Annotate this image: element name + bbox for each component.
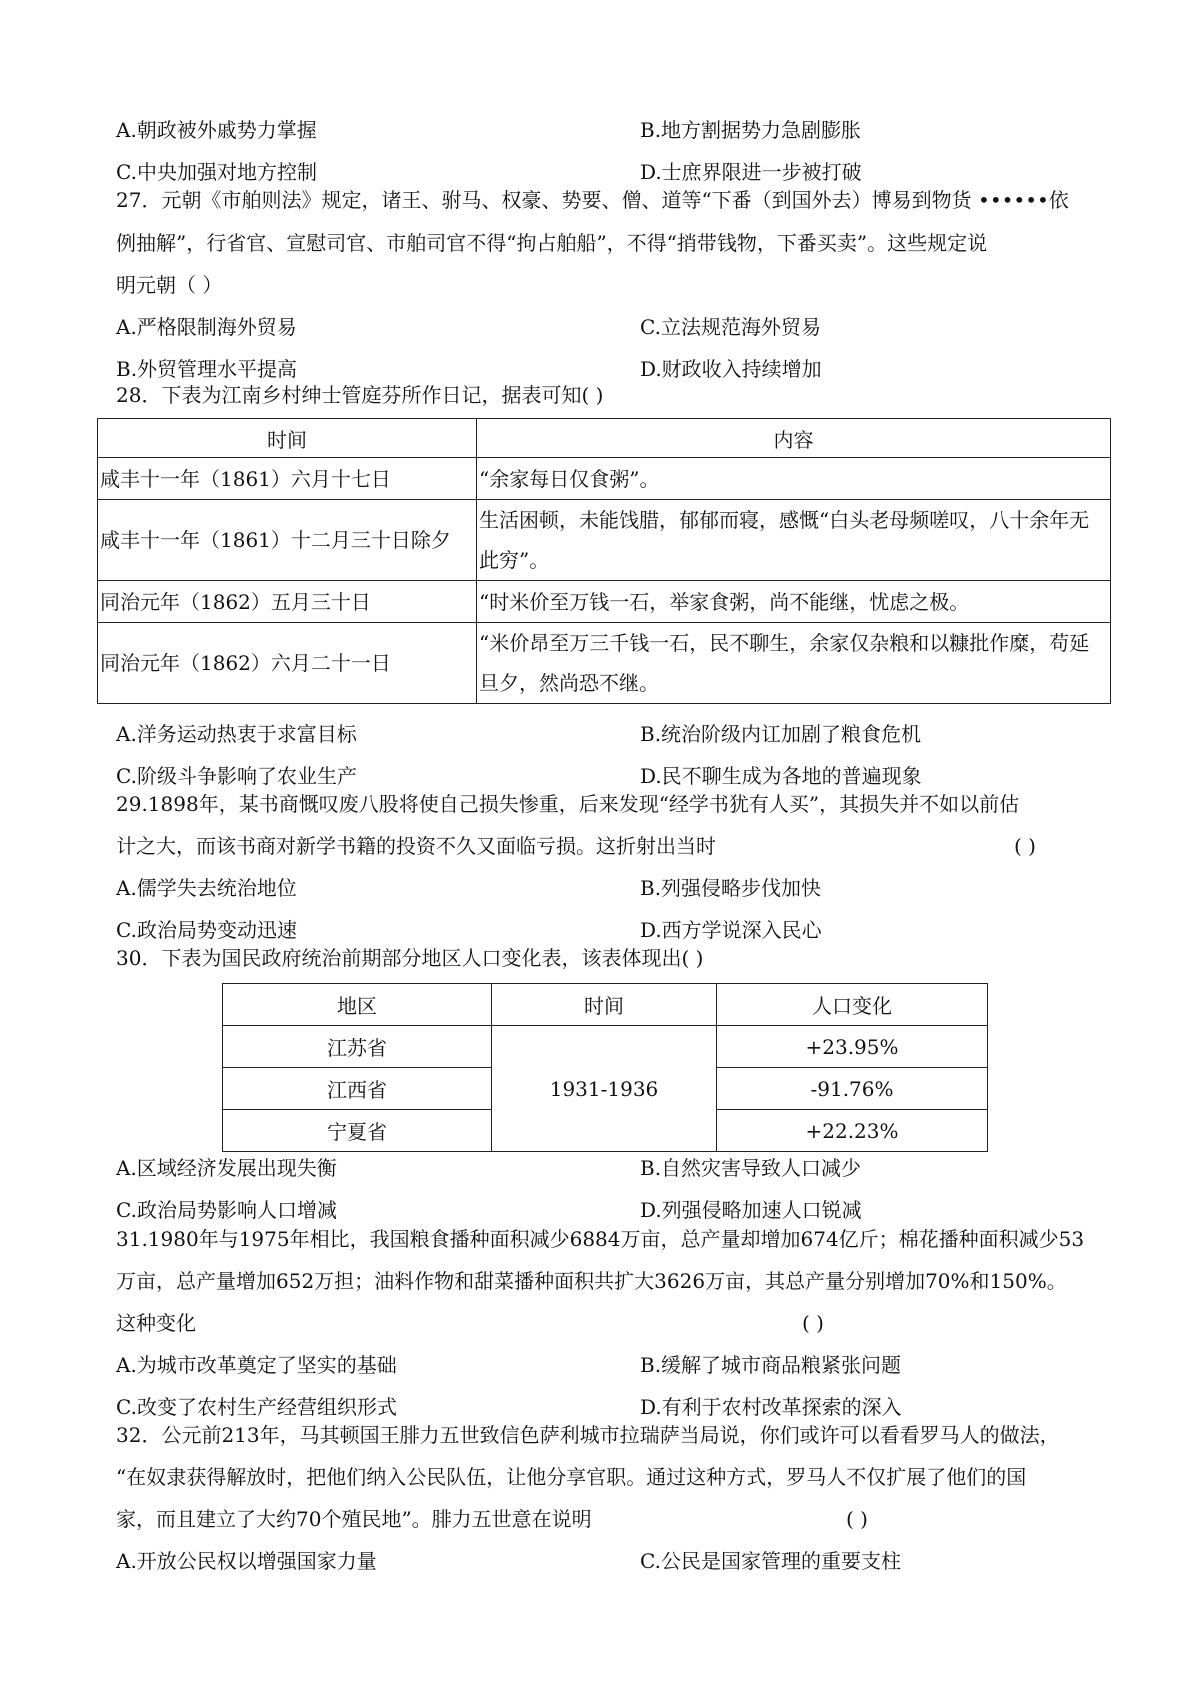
population-table bbox=[222, 983, 988, 1152]
table-header-population-change: 人口变化 bbox=[717, 984, 988, 1026]
table-cell-change: -91.76% bbox=[717, 1068, 988, 1110]
q29-option-b: B.列强侵略步伐加快 bbox=[640, 876, 822, 900]
q30-stem: 30．下表为国民政府统治前期部分地区人口变化表，该表体现出( ) bbox=[116, 946, 704, 970]
q28-option-b: B.统治阶级内讧加剧了粮食危机 bbox=[640, 722, 922, 746]
q31-option-a: A.为城市改革奠定了坚实的基础 bbox=[116, 1353, 397, 1377]
q29-answer-paren: ( ) bbox=[1014, 834, 1036, 858]
table-header-row bbox=[98, 419, 1111, 458]
q30-option-d: D.列强侵略加速人口锐减 bbox=[640, 1198, 862, 1222]
q29-option-c: C.政治局势变动迅速 bbox=[116, 918, 297, 942]
q29-stem-line-1: 29.1898年，某书商慨叹废八股将使自己损失惨重，后来发现“经学书犹有人买”，其损失并不如以前估 bbox=[116, 792, 1020, 816]
q31-option-d: D.有利于农村改革探索的深入 bbox=[640, 1395, 902, 1419]
table-row bbox=[98, 500, 1111, 581]
q26-option-a: A.朝政被外戚势力掌握 bbox=[116, 118, 317, 142]
q31-answer-paren: ( ) bbox=[802, 1311, 824, 1335]
table-header-time: 时间 bbox=[98, 419, 477, 458]
table-cell-region: 江西省 bbox=[223, 1068, 492, 1110]
q27-stem-line-1: 27．元朝《市舶则法》规定，诸王、驸马、权豪、势要、僧、道等“下番（到国外去）博易到物货 ••••••依 bbox=[116, 188, 1069, 212]
q28-stem: 28．下表为江南乡村绅士管庭芬所作日记，据表可知( ) bbox=[116, 383, 604, 407]
table-cell-date: 咸丰十一年（1861）十二月三十日除夕 bbox=[98, 500, 477, 581]
q29-option-a: A.儒学失去统治地位 bbox=[116, 876, 297, 900]
q31-option-b: B.缓解了城市商品粮紧张问题 bbox=[640, 1353, 902, 1377]
table-cell-content: “余家每日仅食粥”。 bbox=[477, 458, 1111, 500]
table-header-time: 时间 bbox=[492, 984, 717, 1026]
q29-option-d: D.西方学说深入民心 bbox=[640, 918, 822, 942]
table-cell-date: 同治元年（1862）六月二十一日 bbox=[98, 623, 477, 704]
q27-option-a: A.严格限制海外贸易 bbox=[116, 315, 297, 339]
q27-option-c: C.立法规范海外贸易 bbox=[640, 315, 821, 339]
q32-option-a: A.开放公民权以增强国家力量 bbox=[116, 1549, 377, 1573]
table-cell-content: “时米价至万钱一石，举家食粥，尚不能继，忧虑之极。 bbox=[477, 581, 1111, 623]
q32-option-c: C.公民是国家管理的重要支柱 bbox=[640, 1549, 901, 1573]
q28-option-a: A.洋务运动热衷于求富目标 bbox=[116, 722, 357, 746]
table-cell-region: 宁夏省 bbox=[223, 1110, 492, 1152]
table-cell-content: 生活困顿，未能饯腊，郁郁而寝，感慨“白头老母频嗟叹，八十余年无此穷”。 bbox=[477, 500, 1111, 581]
q26-option-d: D.士庶界限进一步被打破 bbox=[640, 160, 862, 184]
q27-option-b: B.外贸管理水平提高 bbox=[116, 357, 298, 381]
q26-option-b: B.地方割据势力急剧膨胀 bbox=[640, 118, 862, 142]
table-cell-region: 江苏省 bbox=[223, 1026, 492, 1068]
q26-option-c: C.中央加强对地方控制 bbox=[116, 160, 317, 184]
q28-option-c: C.阶级斗争影响了农业生产 bbox=[116, 764, 357, 788]
table-cell-change: +23.95% bbox=[717, 1026, 988, 1068]
table-row bbox=[98, 581, 1111, 623]
table-cell-change: +22.23% bbox=[717, 1110, 988, 1152]
q30-option-b: B.自然灾害导致人口减少 bbox=[640, 1156, 862, 1180]
table-header-region: 地区 bbox=[223, 984, 492, 1026]
q32-stem-line-3: 家，而且建立了大约70个殖民地”。腓力五世意在说明 bbox=[116, 1507, 592, 1531]
table-cell-time: 1931-1936 bbox=[492, 1026, 717, 1152]
q27-stem-line-2: 例抽解”，行省官、宣慰司官、市舶司官不得“拘占舶船”，不得“捎带钱物，下番买卖”。这些规定说 bbox=[116, 231, 988, 255]
q30-option-c: C.政治局势影响人口增减 bbox=[116, 1198, 337, 1222]
q32-stem-line-1: 32．公元前213年，马其顿国王腓力五世致信色萨利城市拉瑞萨当局说，你们或许可以看看罗马人的做法， bbox=[116, 1423, 1060, 1447]
q29-stem-line-2: 计之大，而该书商对新学书籍的投资不久又面临亏损。这折射出当时 bbox=[116, 834, 716, 858]
q28-option-d: D.民不聊生成为各地的普遍现象 bbox=[640, 764, 922, 788]
table-row bbox=[98, 623, 1111, 704]
q27-stem-line-3: 明元朝（ ） bbox=[116, 273, 223, 297]
q31-option-c: C.改变了农村生产经营组织形式 bbox=[116, 1395, 397, 1419]
q32-answer-paren: ( ) bbox=[846, 1507, 868, 1531]
q27-option-d: D.财政收入持续增加 bbox=[640, 357, 822, 381]
q31-stem-line-1: 31.1980年与1975年相比，我国粮食播种面积减少6884万亩，总产量却增加674亿斤；棉花播种面积减少53 bbox=[116, 1227, 1085, 1251]
table-header-row bbox=[223, 984, 988, 1026]
table-cell-date: 咸丰十一年（1861）六月十七日 bbox=[98, 458, 477, 500]
table-cell-date: 同治元年（1862）五月三十日 bbox=[98, 581, 477, 623]
q32-stem-line-2: “在奴隶获得解放时，把他们纳入公民队伍，让他分享官职。通过这种方式，罗马人不仅扩展了他们的国 bbox=[116, 1465, 1027, 1489]
table-cell-content: “米价昂至万三千钱一石，民不聊生，余家仅杂粮和以糠批作糜，苟延旦夕，然尚恐不继。 bbox=[477, 623, 1111, 704]
q31-stem-line-3: 这种变化 bbox=[116, 1311, 196, 1335]
q31-stem-line-2: 万亩，总产量增加652万担；油料作物和甜菜播种面积共扩大3626万亩，其总产量分别增加70%和150%。 bbox=[116, 1269, 1067, 1293]
table-header-content: 内容 bbox=[477, 419, 1111, 458]
diary-table bbox=[97, 418, 1111, 704]
table-row bbox=[98, 458, 1111, 500]
q30-option-a: A.区域经济发展出现失衡 bbox=[116, 1156, 337, 1180]
table-row bbox=[223, 1026, 988, 1068]
